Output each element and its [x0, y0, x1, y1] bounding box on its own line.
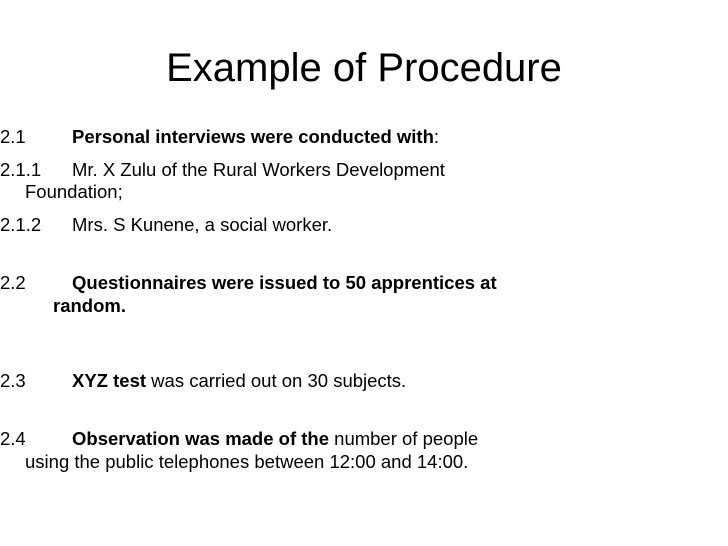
item-text: Mrs. S Kunene, a social worker. — [72, 214, 333, 235]
item-number: 2.3 — [0, 370, 26, 391]
item-bold-text: XYZ test — [72, 370, 147, 391]
list-item — [0, 126, 728, 148]
slide-title: Example of Procedure — [166, 46, 562, 90]
list-item — [0, 272, 728, 294]
list-item-continuation: using the public telephones between 12:00 and 14:00. — [25, 451, 469, 472]
item-bold-text: Observation was made of the — [72, 428, 330, 449]
item-number: 2.1 — [0, 126, 26, 147]
list-item — [0, 159, 728, 181]
item-number: 2.4 — [0, 428, 26, 449]
list-item — [0, 214, 728, 236]
item-bold-text: Personal interviews were conducted with — [72, 126, 434, 147]
item-number: 2.1.1 — [0, 159, 42, 180]
item-number: 2.2 — [0, 272, 26, 293]
item-text: Mr. X Zulu of the Rural Workers Development — [72, 159, 445, 180]
list-item-continuation: random. — [53, 295, 126, 316]
item-text: number of people — [329, 428, 479, 449]
list-item-continuation: Foundation; — [25, 181, 123, 202]
item-text: : — [433, 126, 440, 147]
item-bold-text: Questionnaires were issued to 50 apprentices at — [72, 272, 497, 293]
list-item — [0, 428, 728, 450]
item-text: was carried out on 30 subjects. — [146, 370, 407, 391]
item-number: 2.1.2 — [0, 214, 42, 235]
list-item — [0, 370, 728, 392]
